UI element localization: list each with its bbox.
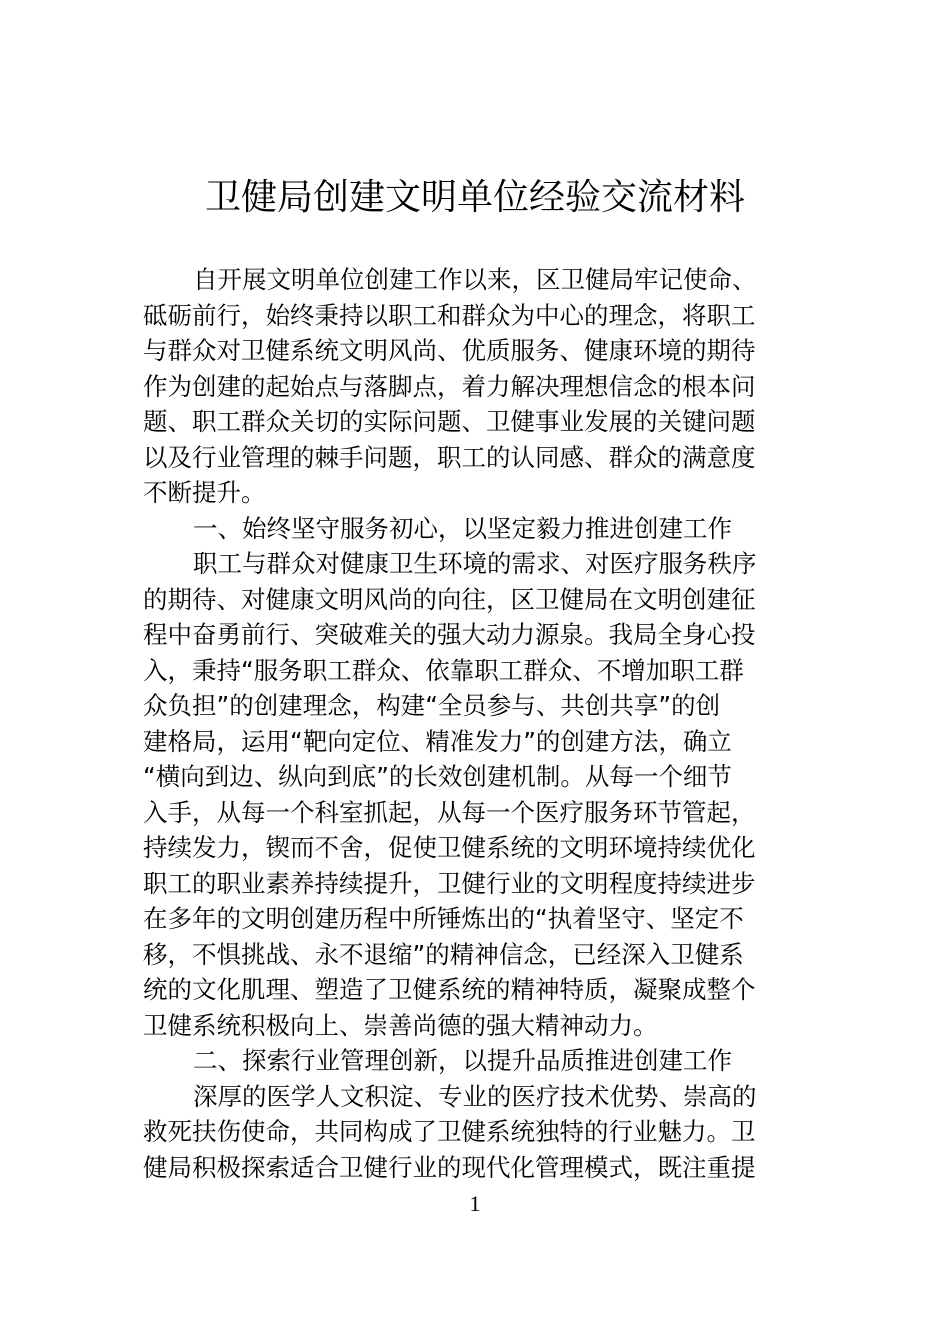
paragraph-line: 入，秉持“服务职工群众、依靠职工群众、不增加职工群 <box>143 655 744 685</box>
page-number: 1 <box>469 1191 481 1216</box>
paragraph-line: 不断提升。 <box>143 478 266 507</box>
paragraph-line: 题、职工群众关切的实际问题、卫健事业发展的关键问题 <box>143 407 756 436</box>
paragraph-line: 在多年的文明创建历程中所锤炼出的“执着坚守、坚定不 <box>143 904 744 933</box>
paragraph-line: 与群众对卫健系统文明风尚、优质服务、健康环境的期待 <box>143 336 756 365</box>
paragraph-line: 统的文化肌理、塑造了卫健系统的精神特质，凝聚成整个 <box>143 975 756 1004</box>
paragraph-line: 职工的职业素养持续提升，卫健行业的文明程度持续进步 <box>143 868 756 898</box>
paragraph-line: 移，不惧挑战、永不退缩”的精神信念，已经深入卫健系 <box>143 939 744 969</box>
paragraph-line: 程中奋勇前行、突破难关的强大动力源泉。我局全身心投 <box>143 620 756 649</box>
paragraph-line: 砥砺前行，始终秉持以职工和群众为中心的理念，将职工 <box>143 300 756 330</box>
paragraph-line: 的期待、对健康文明风尚的向往，区卫健局在文明创建征 <box>143 584 756 614</box>
paragraph-line: 持续发力，锲而不舍，促使卫健系统的文明环境持续优化 <box>143 833 756 862</box>
paragraph-line: 职工与群众对健康卫生环境的需求、对医疗服务秩序 <box>193 549 757 578</box>
document-body <box>143 262 807 1185</box>
section-heading: 一、始终坚守服务初心，以坚定毅力推进创建工作 <box>193 513 732 543</box>
paragraph-line: 建格局，运用“靶向定位、精准发力”的创建方法，确立 <box>143 726 732 756</box>
paragraph-line: 救死扶伤使命，共同构成了卫健系统独特的行业魅力。卫 <box>143 1117 756 1146</box>
paragraph-line: 作为创建的起始点与落脚点，着力解决理想信念的根本问 <box>143 371 756 401</box>
page-title: 卫健局创建文明单位经验交流材料 <box>204 177 745 218</box>
paragraph-line: 健局积极探索适合卫健行业的现代化管理模式，既注重提 <box>143 1152 756 1182</box>
paragraph-line: 以及行业管理的棘手问题，职工的认同感、群众的满意度 <box>143 442 756 472</box>
paragraph-line: 众负担”的创建理念，构建“全员参与、共创共享”的创 <box>143 691 721 720</box>
paragraph-line: 卫健系统积极向上、崇善尚德的强大精神动力。 <box>143 1010 658 1040</box>
paragraph-line: “横向到边、纵向到底”的长效创建机制。从每一个细节 <box>143 762 732 791</box>
paragraph-line: 深厚的医学人文积淀、专业的医疗技术优势、崇高的 <box>193 1081 757 1111</box>
section-heading: 二、探索行业管理创新，以提升品质推进创建工作 <box>193 1046 732 1075</box>
paragraph-line: 自开展文明单位创建工作以来，区卫健局牢记使命、 <box>193 265 757 294</box>
paragraph-line: 入手，从每一个科室抓起，从每一个医疗服务环节管起， <box>143 797 756 827</box>
